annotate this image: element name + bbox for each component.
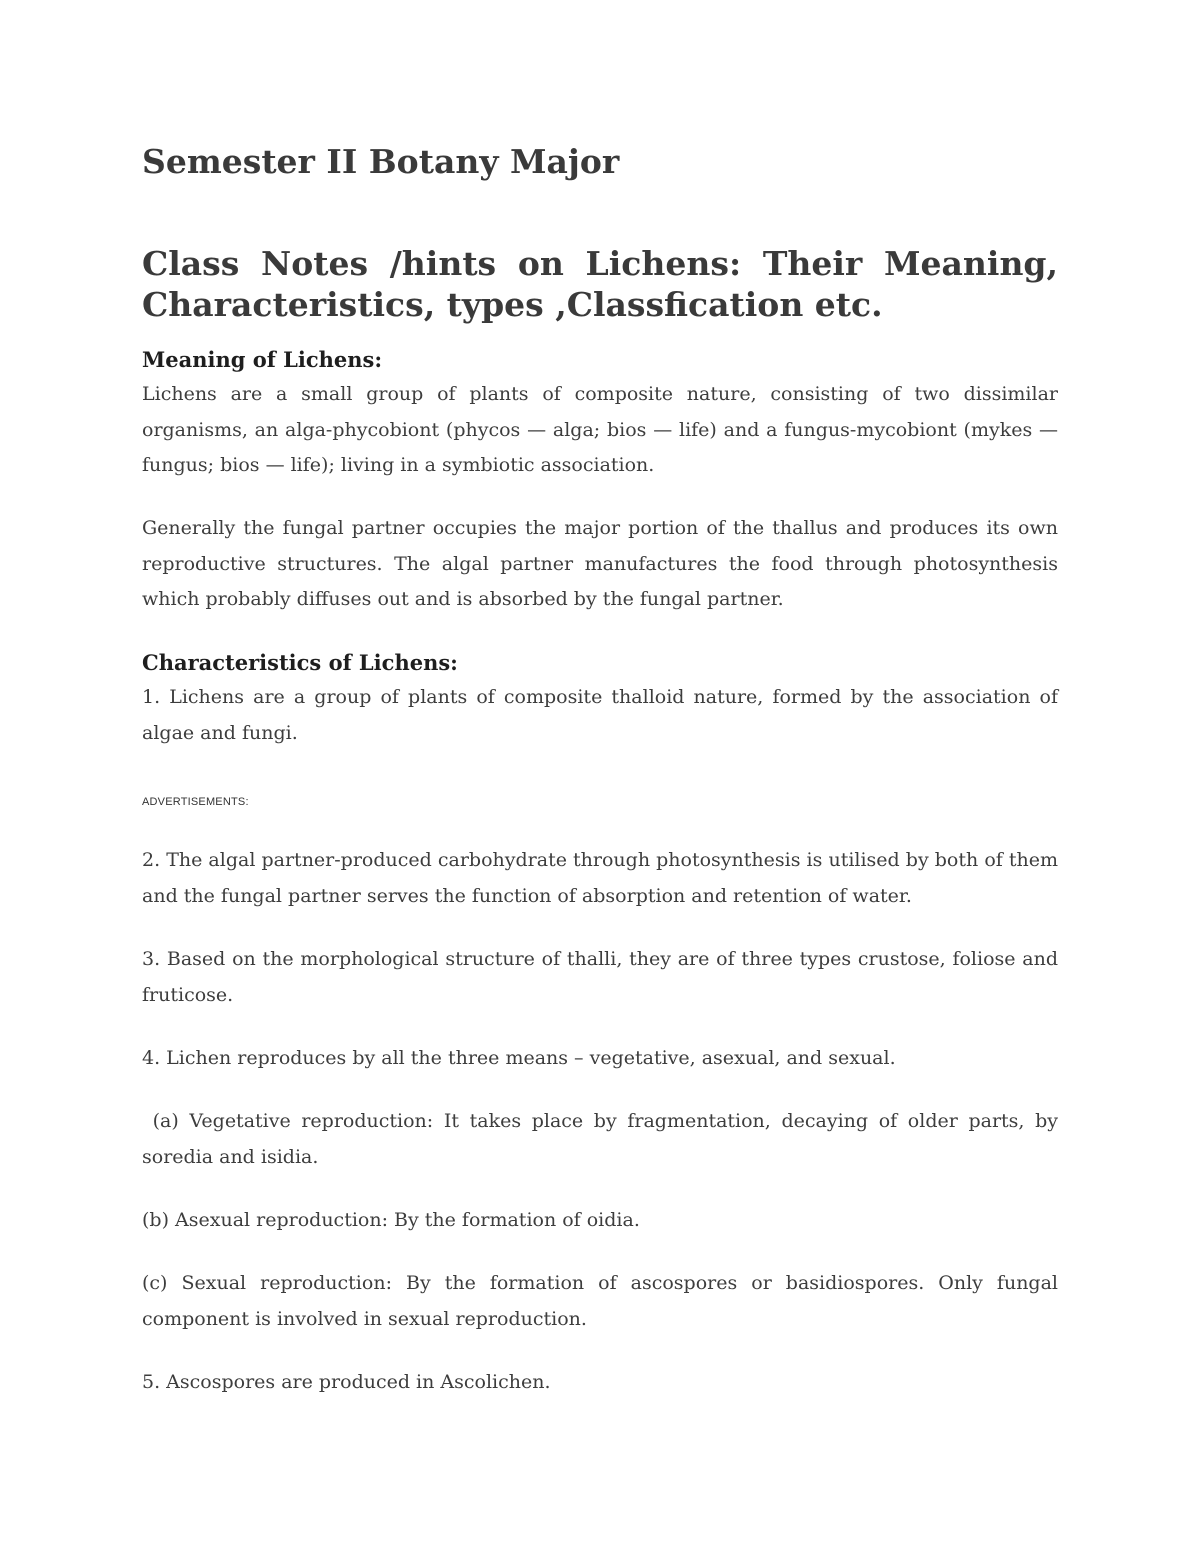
characteristic-item-4a: (a) Vegetative reproduction: It takes place by fragmentation, decaying of older parts, by soredia and isidia. xyxy=(142,1110,1065,1168)
document-subtitle: Class Notes /hints on Lichens: Their Meaning, Characteristics, types ,Classfication etc. xyxy=(142,244,1058,324)
characteristics-heading: Characteristics of Lichens: xyxy=(142,650,458,675)
characteristic-item-4b: (b) Asexual reproduction: By the formation of oidia. xyxy=(142,1209,640,1231)
characteristic-item-2: 2. The algal partner-produced carbohydrate through photosynthesis is utilised by both of them and the fungal partner serves the function of absorption and retention of water. xyxy=(142,849,1058,907)
meaning-heading: Meaning of Lichens: xyxy=(142,347,383,372)
characteristic-item-4c: (c) Sexual reproduction: By the formation of ascospores or basidiospores. Only fungal component is involved in sexual reproduction. xyxy=(142,1272,1058,1330)
meaning-paragraph-1: Lichens are a small group of plants of composite nature, consisting of two dissimilar organisms, an alga-phycobiont (phycos — alga; bios — life) and a fungus-mycobiont (mykes — fungus; bios — life); living in a symbiotic association. xyxy=(142,383,1058,476)
characteristic-item-3: 3. Based on the morphological structure of thalli, they are of three types crustose, foliose and fruticose. xyxy=(142,948,1058,1006)
meaning-paragraph-2: Generally the fungal partner occupies the major portion of the thallus and produces its own reproductive structures. The algal partner manufactures the food through photosynthesis which probably diffuses out and is absorbed by the fungal partner. xyxy=(142,517,1058,610)
characteristic-item-5: 5. Ascospores are produced in Ascolichen. xyxy=(142,1371,551,1393)
characteristic-item-4: 4. Lichen reproduces by all the three means – vegetative, asexual, and sexual. xyxy=(142,1047,896,1069)
characteristic-item-1: 1. Lichens are a group of plants of composite thalloid nature, formed by the association of algae and fungi. xyxy=(142,686,1058,744)
advertisement-label: ADVERTISEMENTS: xyxy=(142,796,249,808)
document-title: Semester II Botany Major xyxy=(142,142,620,181)
